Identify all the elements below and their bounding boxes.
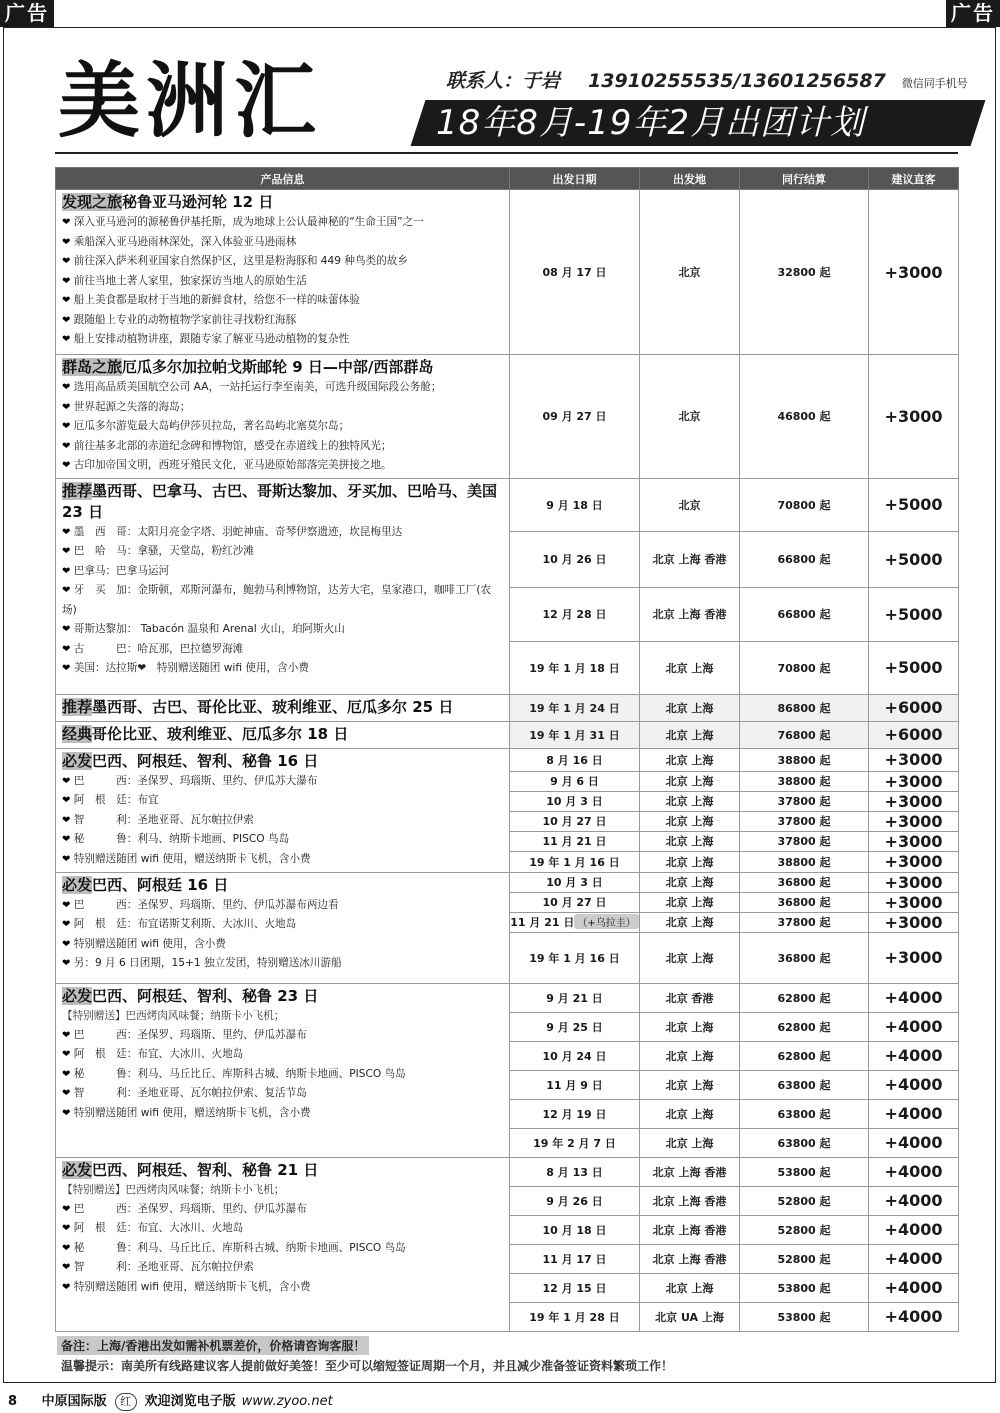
heart-icon: ❤ <box>62 775 71 787</box>
agent-price: 37800 起 <box>740 791 869 811</box>
tour-tag: 推荐 <box>62 697 93 716</box>
tour-row <box>56 983 959 1012</box>
departure-city: 北京 上海 <box>640 872 740 892</box>
tour-tag: 推荐 <box>62 481 93 500</box>
site-url[interactable]: www.zyoo.net <box>241 1394 333 1409</box>
retail-markup: +3000 <box>869 872 959 892</box>
heart-icon: ❤ <box>62 1203 71 1215</box>
agent-price: 37800 起 <box>740 811 869 831</box>
departure-date: 11 月 17 日 <box>510 1244 640 1273</box>
heart-icon: ❤ <box>62 1262 71 1273</box>
departure-date: 19 年 1 月 18 日 <box>510 641 640 694</box>
departure-date: 11 月 21 日 （+乌拉圭） <box>510 912 640 932</box>
heart-icon: ❤ <box>62 546 71 557</box>
agent-price: 38800 起 <box>740 771 869 791</box>
departure-date: 9 月 25 日 <box>510 1012 640 1041</box>
retail-markup: +3000 <box>869 355 959 479</box>
contact-line <box>446 66 968 93</box>
contact-person: 联系人：于岩 <box>446 70 561 92</box>
tour-info <box>56 748 510 872</box>
departure-date: 10 月 24 日 <box>510 1041 640 1070</box>
visa-tip: 温馨提示：南美所有线路建议客人提前做好美签！至少可以缩短签证周期一个月，并且减少准备签证资料繁琐工作！ <box>61 1359 674 1373</box>
departure-city: 北京 上海 香港 <box>640 1157 740 1186</box>
tour-highlight: ❤ 巴拿马：巴拿马运河 <box>62 564 170 577</box>
retail-markup: +4000 <box>869 1186 959 1215</box>
departure-date: 08 月 17 日 <box>510 190 640 355</box>
header-rule <box>55 152 958 154</box>
retail-markup: +5000 <box>869 478 959 531</box>
tour-highlight: ❤ 厄瓜多尔游览最大岛屿伊莎贝拉岛，著名岛屿北塞莫尔岛； <box>62 420 350 432</box>
agent-price: 52800 起 <box>740 1186 869 1215</box>
departure-date: 9 月 21 日 <box>510 983 640 1012</box>
tour-highlight: ❤ 前往当地土著人家里，独家探访当地人的原始生活 <box>62 274 307 287</box>
tour-highlight: ❤ 阿 根 廷：布宜诺斯艾利斯、大冰川、火地岛 <box>62 918 297 930</box>
col-header-retail: 建议直客 <box>869 168 959 190</box>
agent-price: 38800 起 <box>740 851 869 872</box>
brand-title: 美洲汇 <box>58 53 323 149</box>
tour-row <box>56 721 959 748</box>
page-number: 8 <box>8 1394 18 1409</box>
departure-city: 北京 <box>640 478 740 531</box>
retail-markup: +3000 <box>869 811 959 831</box>
tour-title: 经典哥伦比亚、玻利维亚、厄瓜多尔 18 日 <box>62 724 349 743</box>
remark-note: 备注：上海/香港出发如需补机票差价，价格请咨询客服！ <box>57 1336 369 1355</box>
tour-highlight: ❤ 智 利：圣地亚哥、瓦尔帕拉伊索 <box>62 813 254 826</box>
tour-highlight: ❤ 巴 西：圣保罗、玛瑙斯、里约、伊瓜苏瀑布 <box>62 1202 307 1215</box>
tour-highlight: ❤ 特别赠送随团 wifi 使用，赠送纳斯卡飞机，含小费 <box>62 852 311 865</box>
heart-icon: ❤ <box>62 295 71 306</box>
departure-city: 北京 上海 <box>640 721 740 748</box>
special-gift: 【特别赠送】巴西烤肉风味餐；纳斯卡小飞机； <box>62 1009 285 1022</box>
retail-markup: +4000 <box>869 1273 959 1302</box>
agent-price: 63800 起 <box>740 1099 869 1128</box>
departure-city: 北京 上海 香港 <box>640 531 740 587</box>
agent-price: 66800 起 <box>740 531 869 587</box>
agent-price: 46800 起 <box>740 355 869 479</box>
tour-row <box>56 478 959 531</box>
col-header-info: 产品信息 <box>56 168 510 190</box>
tour-highlight: ❤ 阿 根 廷：布宜、大冰川、火地岛 <box>62 1048 244 1060</box>
departure-date: 8 月 13 日 <box>510 1157 640 1186</box>
agent-price: 36800 起 <box>740 932 869 983</box>
ad-label-left: 广告 <box>0 0 54 27</box>
departure-date: 11 月 9 日 <box>510 1070 640 1099</box>
tour-highlight: ❤ 古印加帝国文明，西班牙殖民文化，亚马逊原始部落完美拼接之地。 <box>62 459 392 471</box>
departure-date: 19 年 1 月 24 日 <box>510 694 640 721</box>
retail-markup: +4000 <box>869 1157 959 1186</box>
departure-city: 北京 上海 <box>640 641 740 694</box>
retail-markup: +3000 <box>869 892 959 912</box>
retail-markup: +4000 <box>869 1302 959 1331</box>
departure-date: 12 月 15 日 <box>510 1273 640 1302</box>
tour-highlight: ❤ 船上安排动植物讲座，跟随专家了解亚马逊动植物的复杂性 <box>62 333 350 345</box>
departure-city: 北京 上海 香港 <box>640 1215 740 1244</box>
tour-highlight: ❤ 深入亚马逊河的源秘鲁伊基托斯，成为地球上公认最神秘的“生命王国”之一 <box>62 216 424 228</box>
heart-icon: ❤ <box>62 1029 71 1041</box>
departure-date: 19 年 1 月 31 日 <box>510 721 640 748</box>
departure-city: 北京 上海 <box>640 1012 740 1041</box>
departure-city: 北京 上海 <box>640 791 740 811</box>
tour-tag: 经典 <box>62 724 93 743</box>
heart-icon: ❤ <box>62 1281 71 1293</box>
departure-date: 19 年 1 月 16 日 <box>510 932 640 983</box>
agent-price: 52800 起 <box>740 1244 869 1273</box>
departure-city: 北京 UA 上海 <box>640 1302 740 1331</box>
departure-date: 19 年 1 月 28 日 <box>510 1302 640 1331</box>
heart-icon: ❤ <box>62 643 71 655</box>
tour-row <box>56 355 959 479</box>
heart-icon: ❤ <box>62 919 71 930</box>
agent-price: 36800 起 <box>740 892 869 912</box>
departure-date: 10 月 3 日 <box>510 872 640 892</box>
tour-highlight: ❤ 墨 西 哥：太阳月亮金字塔、羽蛇神庙、奇琴伊察遗迹，坎昆梅里达 <box>62 525 403 538</box>
departure-city: 北京 上海 <box>640 748 740 771</box>
agent-price: 76800 起 <box>740 721 869 748</box>
tour-highlight: ❤ 智 利：圣地亚哥、瓦尔帕拉伊索 <box>62 1261 254 1273</box>
heart-icon: ❤ <box>62 1107 71 1119</box>
tour-highlight: ❤ 牙 买 加：金斯顿，邓斯河瀑布，鲍勃马利博物馆，达芳大宅，皇家港口，咖啡工厂(农场) <box>62 584 492 616</box>
heart-icon: ❤ <box>62 217 71 228</box>
heart-icon: ❤ <box>62 421 71 432</box>
agent-price: 63800 起 <box>740 1128 869 1157</box>
agent-price: 38800 起 <box>740 748 869 771</box>
retail-markup: +4000 <box>869 1244 959 1273</box>
heart-icon: ❤ <box>62 256 71 267</box>
retail-markup: +5000 <box>869 587 959 641</box>
heart-icon: ❤ <box>62 275 71 287</box>
retail-markup: +3000 <box>869 791 959 811</box>
retail-markup: +4000 <box>869 1128 959 1157</box>
departure-city: 北京 上海 <box>640 1273 740 1302</box>
retail-markup: +3000 <box>869 190 959 355</box>
retail-markup: +5000 <box>869 641 959 694</box>
heart-icon: ❤ <box>62 334 71 345</box>
heart-icon: ❤ <box>62 834 71 845</box>
heart-icon: ❤ <box>62 440 71 452</box>
agent-price: 32800 起 <box>740 190 869 355</box>
heart-icon: ❤ <box>62 236 71 248</box>
departure-city: 北京 上海 香港 <box>640 1244 740 1273</box>
tour-row <box>56 190 959 355</box>
retail-markup: +4000 <box>869 983 959 1012</box>
tour-highlight: ❤ 特别赠送随团 wifi 使用，赠送纳斯卡飞机，含小费 <box>62 1280 311 1293</box>
departure-city: 北京 上海 <box>640 1128 740 1157</box>
publisher-logo: 红 <box>115 1393 137 1411</box>
heart-icon: ❤ <box>62 624 71 635</box>
tour-highlight: ❤ 乘船深入亚马逊雨林深处，深入体验亚马逊雨林 <box>62 235 297 248</box>
col-header-agent-price: 同行结算 <box>740 168 869 190</box>
heart-icon: ❤ <box>62 314 71 326</box>
tour-title: 推荐墨西哥、古巴、哥伦比亚、玻利维亚、厄瓜多尔 25 日 <box>62 697 454 716</box>
retail-markup: +4000 <box>869 1070 959 1099</box>
departure-city: 北京 香港 <box>640 983 740 1012</box>
tour-highlight: ❤ 船上美食都是取材于当地的新鲜食材，给您不一样的味蕾体验 <box>62 294 360 306</box>
agent-price: 62800 起 <box>740 1012 869 1041</box>
agent-price: 63800 起 <box>740 1070 869 1099</box>
departure-date: 10 月 3 日 <box>510 791 640 811</box>
departure-city: 北京 上海 香港 <box>640 587 740 641</box>
publisher: 中原国际版 <box>41 1394 107 1409</box>
agent-price: 66800 起 <box>740 587 869 641</box>
departure-date: 10 月 27 日 <box>510 811 640 831</box>
heart-icon: ❤ <box>62 401 71 413</box>
heart-icon: ❤ <box>62 663 71 674</box>
tour-info <box>56 190 510 355</box>
agent-price: 70800 起 <box>740 641 869 694</box>
heart-icon: ❤ <box>62 382 71 393</box>
heart-icon: ❤ <box>62 565 71 577</box>
departure-city: 北京 上海 <box>640 694 740 721</box>
heart-icon: ❤ <box>62 1088 71 1099</box>
schedule-banner: 18年8月-19年2月出团计划 <box>436 103 866 143</box>
departure-city: 北京 上海 <box>640 912 740 932</box>
tour-title: 必发巴西、阿根廷 16 日 <box>62 875 229 894</box>
departure-date: 12 月 19 日 <box>510 1099 640 1128</box>
retail-markup: +4000 <box>869 1099 959 1128</box>
departure-city: 北京 上海 <box>640 851 740 872</box>
retail-markup: +3000 <box>869 748 959 771</box>
heart-icon: ❤ <box>62 1223 71 1234</box>
heart-icon: ❤ <box>62 585 71 596</box>
tour-highlight: ❤ 跟随船上专业的动物植物学家前往寻找粉红海豚 <box>62 313 297 326</box>
col-header-departure: 出发地 <box>640 168 740 190</box>
page-footer <box>8 1390 333 1411</box>
tour-highlight: ❤ 秘 鲁：利马、马丘比丘、库斯科古城、纳斯卡地画、PISCO 鸟岛 <box>62 1241 406 1254</box>
tour-highlight: ❤ 智 利：圣地亚哥、瓦尔帕拉伊索、复活节岛 <box>62 1087 307 1099</box>
heart-icon: ❤ <box>62 814 71 826</box>
retail-markup: +3000 <box>869 932 959 983</box>
tour-tag: 必发 <box>62 875 93 894</box>
departure-date: 10 月 18 日 <box>510 1215 640 1244</box>
retail-markup: +5000 <box>869 531 959 587</box>
col-header-date: 出发日期 <box>510 168 640 190</box>
tour-tag: 群岛之旅 <box>62 358 123 376</box>
tour-highlight: ❤ 选用高品质美国航空公司 AA，一站托运行李至南美，可选升级国际段公务舱； <box>62 381 442 393</box>
agent-price: 36800 起 <box>740 872 869 892</box>
tour-info <box>56 1157 510 1331</box>
departure-date: 19 年 2 月 7 日 <box>510 1128 640 1157</box>
retail-markup: +3000 <box>869 831 959 851</box>
heart-icon: ❤ <box>62 1242 71 1254</box>
tour-highlight: ❤ 阿 根 廷：布宜 <box>62 794 159 806</box>
agent-price: 62800 起 <box>740 983 869 1012</box>
retail-markup: +4000 <box>869 1012 959 1041</box>
extra-destination-tag: （+乌拉圭） <box>574 914 638 929</box>
tour-table <box>55 167 959 1332</box>
departure-date: 09 月 27 日 <box>510 355 640 479</box>
agent-price: 52800 起 <box>740 1215 869 1244</box>
heart-icon: ❤ <box>62 460 71 471</box>
departure-city: 北京 上海 <box>640 831 740 851</box>
agent-price: 37800 起 <box>740 831 869 851</box>
tour-highlight: ❤ 巴 西：圣保罗、玛瑙斯、里约、伊瓜苏大瀑布 <box>62 774 318 787</box>
agent-price: 70800 起 <box>740 478 869 531</box>
departure-city: 北京 上海 <box>640 892 740 912</box>
tour-row <box>56 1157 959 1186</box>
tour-highlight: ❤ 美国：达拉斯❤ 特别赠送随团 wifi 使用，含小费 <box>62 662 309 674</box>
wechat-note: 微信同手机号 <box>901 77 968 90</box>
tour-highlight: ❤ 秘 鲁：利马、纳斯卡地画、PISCO 鸟岛 <box>62 833 290 845</box>
tour-title: 必发巴西、阿根廷、智利、秘鲁 16 日 <box>62 751 319 770</box>
retail-markup: +3000 <box>869 771 959 791</box>
heart-icon: ❤ <box>62 899 71 911</box>
tour-info <box>56 983 510 1157</box>
tour-highlight: ❤ 世界起源之失落的海岛； <box>62 400 191 413</box>
agent-price: 53800 起 <box>740 1157 869 1186</box>
tour-highlight: ❤ 哥斯达黎加： Tabacón 温泉和 Arenal 火山，珀阿斯火山 <box>62 623 345 635</box>
tour-title: 推荐墨西哥、巴拿马、古巴、哥斯达黎加、牙买加、巴哈马、美国 23 日 <box>62 481 498 521</box>
agent-price: 37800 起 <box>740 912 869 932</box>
tour-title: 必发巴西、阿根廷、智利、秘鲁 21 日 <box>62 1160 319 1179</box>
tour-highlight: ❤ 另：9 月 6 日团期，15+1 独立发团，特别赠送冰川游船 <box>62 957 342 969</box>
departure-date: 10 月 27 日 <box>510 892 640 912</box>
agent-price: 53800 起 <box>740 1273 869 1302</box>
tour-highlight: ❤ 巴 西：圣保罗、玛瑙斯、里约、伊瓜苏瀑布 <box>62 1028 307 1041</box>
heart-icon: ❤ <box>62 795 71 806</box>
tour-row <box>56 872 959 892</box>
departure-date: 9 月 18 日 <box>510 478 640 531</box>
agent-price: 86800 起 <box>740 694 869 721</box>
departure-date: 19 年 1 月 16 日 <box>510 851 640 872</box>
departure-city: 北京 上海 <box>640 932 740 983</box>
heart-icon: ❤ <box>62 526 71 538</box>
tour-tag: 发现之旅 <box>62 193 123 211</box>
tour-title: 群岛之旅厄瓜多尔加拉帕戈斯邮轮 9 日—中部/西部群岛 <box>62 358 434 376</box>
special-gift: 【特别赠送】巴西烤肉风味餐；纳斯卡小飞机； <box>62 1183 285 1196</box>
ad-label-right: 广告 <box>946 0 1000 27</box>
departure-city: 北京 上海 <box>640 1041 740 1070</box>
heart-icon: ❤ <box>62 1068 71 1080</box>
tour-tag: 必发 <box>62 751 93 770</box>
welcome-text: 欢迎浏览电子版 <box>144 1394 236 1409</box>
tour-info <box>56 694 510 721</box>
tour-highlight: ❤ 前往深入萨米利亚国家自然保护区，这里是粉海豚和 449 种鸟类的故乡 <box>62 255 408 267</box>
tour-tag: 必发 <box>62 986 93 1005</box>
tour-highlight: ❤ 特别赠送随团 wifi 使用，赠送纳斯卡飞机，含小费 <box>62 1106 311 1119</box>
departure-city: 北京 <box>640 190 740 355</box>
notes <box>57 1335 957 1374</box>
departure-date: 12 月 28 日 <box>510 587 640 641</box>
retail-markup: +3000 <box>869 912 959 932</box>
departure-city: 北京 <box>640 355 740 479</box>
departure-city: 北京 上海 <box>640 771 740 791</box>
tour-info <box>56 355 510 479</box>
tour-title: 必发巴西、阿根廷、智利、秘鲁 23 日 <box>62 986 319 1005</box>
departure-city: 北京 上海 香港 <box>640 1186 740 1215</box>
tour-info <box>56 478 510 694</box>
departure-date: 9 月 26 日 <box>510 1186 640 1215</box>
tour-row <box>56 748 959 771</box>
tour-highlight: ❤ 巴 哈 马：拿骚，天堂岛，粉红沙滩 <box>62 545 254 557</box>
departure-date: 9 月 6 日 <box>510 771 640 791</box>
retail-markup: +4000 <box>869 1041 959 1070</box>
tour-info <box>56 872 510 983</box>
departure-city: 北京 上海 <box>640 1070 740 1099</box>
departure-date: 10 月 26 日 <box>510 531 640 587</box>
contact-phones[interactable]: 13910255535/13601256587 <box>588 70 886 92</box>
retail-markup: +6000 <box>869 721 959 748</box>
departure-date: 8 月 16 日 <box>510 748 640 771</box>
tour-highlight: ❤ 古 巴：哈瓦那，巴拉德罗海滩 <box>62 642 244 655</box>
tour-tag: 必发 <box>62 1160 93 1179</box>
departure-city: 北京 上海 <box>640 811 740 831</box>
tour-info <box>56 721 510 748</box>
heart-icon: ❤ <box>62 853 71 865</box>
tour-highlight: ❤ 秘 鲁：利马、马丘比丘、库斯科古城、纳斯卡地画、PISCO 鸟岛 <box>62 1067 406 1080</box>
agent-price: 53800 起 <box>740 1302 869 1331</box>
departure-city: 北京 上海 <box>640 1099 740 1128</box>
tour-highlight: ❤ 特别赠送随团 wifi 使用，含小费 <box>62 937 226 950</box>
tour-row <box>56 694 959 721</box>
retail-markup: +4000 <box>869 1215 959 1244</box>
agent-price: 62800 起 <box>740 1041 869 1070</box>
tour-highlight: ❤ 巴 西：圣保罗、玛瑙斯、里约、伊瓜苏瀑布两边看 <box>62 898 339 911</box>
heart-icon: ❤ <box>62 958 71 969</box>
departure-date: 11 月 21 日 <box>510 831 640 851</box>
retail-markup: +6000 <box>869 694 959 721</box>
tour-highlight: ❤ 阿 根 廷：布宜、大冰川、火地岛 <box>62 1222 244 1234</box>
tour-title: 发现之旅秘鲁亚马逊河轮 12 日 <box>62 193 274 211</box>
heart-icon: ❤ <box>62 938 71 950</box>
tour-highlight: ❤ 前往基多北部的赤道纪念碑和博物馆，感受在赤道线上的独特风光； <box>62 439 392 452</box>
retail-markup: +3000 <box>869 851 959 872</box>
heart-icon: ❤ <box>62 1049 71 1060</box>
